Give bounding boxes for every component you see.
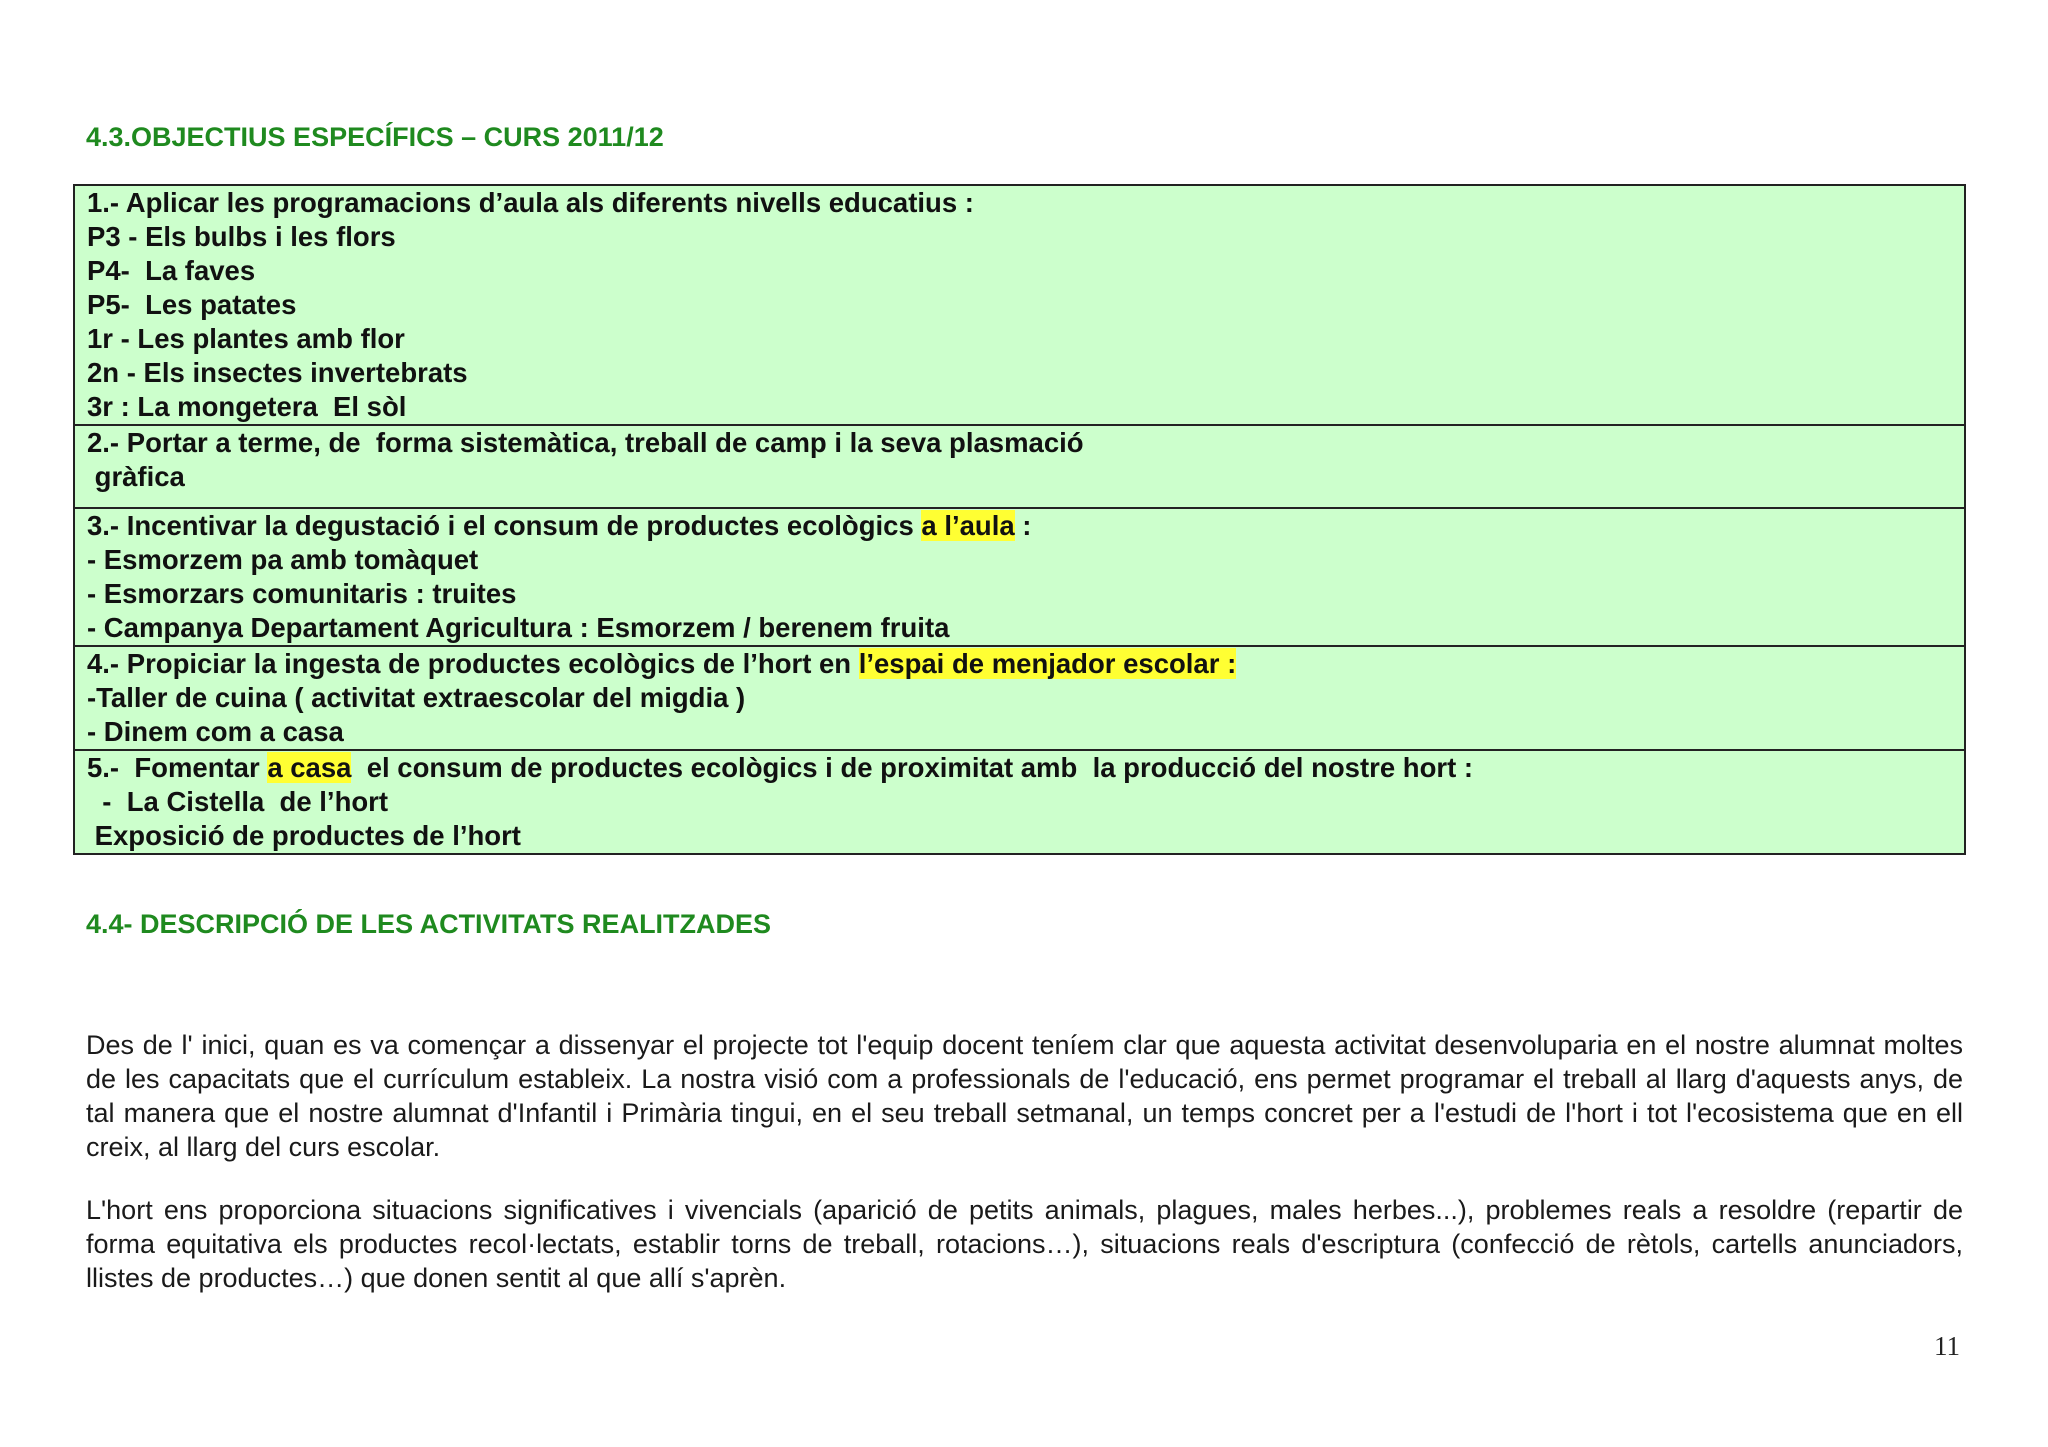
highlighted-text: a l’aula xyxy=(921,510,1015,541)
objective-cell xyxy=(74,646,1965,750)
objective-item: -Taller de cuina ( activitat extraescolar del migdia ) xyxy=(87,682,746,713)
objective-row xyxy=(74,508,1965,646)
objective-title: 2.- Portar a terme, de forma sistemàtica, treball de camp i la seva plasmació xyxy=(87,427,1084,458)
objective-title-text: 3.- Incentivar la degustació i el consum de productes ecològics xyxy=(87,510,922,541)
objective-cell xyxy=(74,750,1965,854)
objective-cell xyxy=(74,508,1965,646)
objective-cell xyxy=(74,185,1965,425)
body-paragraph: Des de l' inici, quan es va començar a dissenyar el projecte tot l'equip docent teníem clar que aquesta activitat desenvoluparia en el nostre alumnat moltes de les capacitats que el currículum estableix. La nostra visió com a professionals de l'educació, ens permet programar el treball al llarg d'aquests anys, de tal manera que el nostre alumnat d'Infantil i Primària tingui, en el seu treball setmanal, un temps concret per a l'estudi de l'hort i tot l'ecosistema que en ell creix, al llarg del curs escolar. xyxy=(86,1030,1963,1162)
page-number: 11 xyxy=(1934,1331,1960,1361)
section-heading-activities: 4.4- DESCRIPCIÓ DE LES ACTIVITATS REALITZADES xyxy=(86,909,772,939)
body-paragraph: L'hort ens proporciona situacions significatives i vivencials (aparició de petits animals, plagues, males herbes...), problemes reals a resoldre (repartir de forma equitativa els productes recol·lectats, establir torns de treball, rotacions…), situacions reals d'escriptura (confecció de rètols, cartells anunciadors, llistes de productes…) que donen sentit al que allí s'aprèn. xyxy=(86,1195,1963,1293)
objective-item: - Dinem com a casa xyxy=(87,716,344,747)
objective-item: - Campanya Departament Agricultura : Esmorzem / berenem fruita xyxy=(87,612,950,643)
objective-item: 3r : La mongetera El sòl xyxy=(87,391,407,422)
objective-item: P5- Les patates xyxy=(87,289,297,320)
objective-title-continued: gràfica xyxy=(87,461,185,492)
objective-title-text: el consum de productes ecològics i de proximitat amb la producció del nostre hort : xyxy=(351,752,1474,783)
objective-row xyxy=(74,646,1965,750)
objective-item: 2n - Els insectes invertebrats xyxy=(87,357,468,388)
objective-row xyxy=(74,425,1965,508)
objective-title: 1.- Aplicar les programacions d’aula als diferents nivells educatius : xyxy=(87,187,974,218)
objective-title-text: 5.- Fomentar xyxy=(87,752,268,783)
objective-item: Exposició de productes de l’hort xyxy=(87,820,521,851)
objective-title-text: : xyxy=(1014,510,1032,541)
objective-item: P4- La faves xyxy=(87,255,256,286)
objective-title-text: 4.- Propiciar la ingesta de productes ecològics de l’hort en xyxy=(87,648,859,679)
objective-item: - La Cistella de l’hort xyxy=(87,786,389,817)
highlighted-text: a casa xyxy=(267,752,352,783)
objective-row xyxy=(74,185,1965,425)
objective-item: - Esmorzars comunitaris : truites xyxy=(87,578,517,609)
objective-item: 1r - Les plantes amb flor xyxy=(87,323,405,354)
objective-item: - Esmorzem pa amb tomàquet xyxy=(87,544,479,575)
objectives-table xyxy=(73,184,1966,855)
objective-title xyxy=(87,751,1952,785)
objective-title xyxy=(87,509,1952,543)
objective-item: P3 - Els bulbs i les flors xyxy=(87,221,396,252)
highlighted-text: l’espai de menjador escolar : xyxy=(858,648,1237,679)
objective-title xyxy=(87,647,1952,681)
objective-cell xyxy=(74,425,1965,508)
objective-row xyxy=(74,750,1965,854)
section-heading-objectives: 4.3.OBJECTIUS ESPECÍFICS – CURS 2011/12 xyxy=(86,122,664,152)
